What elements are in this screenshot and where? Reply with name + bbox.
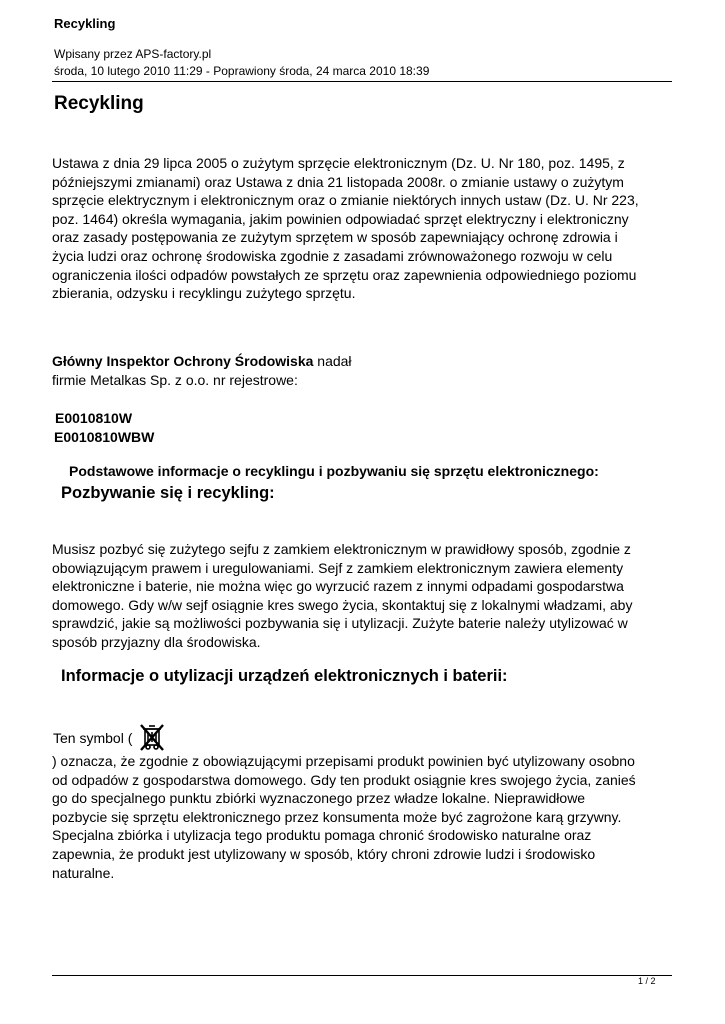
symbol-text-line: ) oznacza, że zgodnie z obowiązującymi przepisami produkt powinien być utylizowany osobno	[52, 753, 635, 769]
symbol-paragraph	[52, 752, 682, 882]
intro-line: Ustawa z dnia 29 lipca 2005 o zużytym sprzęcie elektronicznym (Dz. U. Nr 180, poz. 1495, z	[52, 155, 625, 171]
registration-code-1: E0010810W	[55, 410, 133, 426]
disposal-line: sprawdzić, jakie są możliwości pozbywania się i utylizacji. Zużyte baterie należy utylizować w	[52, 615, 628, 632]
crossed-out-wheelie-bin-icon	[138, 723, 166, 753]
intro-paragraph	[52, 154, 682, 303]
date-line: środa, 10 lutego 2010 11:29 - Poprawiony środa, 24 marca 2010 18:39	[54, 64, 430, 78]
header-title: Recykling	[54, 16, 116, 31]
symbol-text-line: go do specjalnego punktu zbiórki wyznaczonego przez władze lokalne. Nieprawidłowe	[52, 790, 586, 807]
symbol-text-line: od odpadów z gospodarstwa domowego. Gdy ten produkt osiągnie kres swojego życia, zanieś	[52, 771, 636, 788]
page-number: 1 / 2	[638, 976, 656, 986]
symbol-line	[53, 723, 166, 753]
symbol-text-line: naturalne.	[52, 864, 115, 881]
inspector-paragraph	[52, 352, 682, 389]
disposal-line: sposób przyjazny dla środowiska.	[52, 633, 261, 650]
intro-line: ograniczenia ilości odpadów powstałych ze sprzętu oraz zapewnienia odpowiedniego poziomu	[52, 266, 637, 283]
basic-info-heading: Podstawowe informacje o recyklingu i pozbywaniu się sprzętu elektronicznego:	[69, 463, 599, 479]
intro-line: życia ludzi oraz ochronę środowiska zgodnie z zasadami zrównoważonego rozwoju w celu	[52, 247, 613, 264]
intro-line: oraz zasady postępowania ze zużytym sprzętem w sposób zapewniający ochronę zdrowia i	[52, 229, 618, 246]
symbol-text-line: Specjalna zbiórka i utylizacja tego produktu pomaga chronić środowisko naturalne oraz	[52, 827, 592, 844]
intro-line: sprzęcie elektrycznym i elektronicznym oraz o zmianie niektórych innych ustaw (Dz. U. Nr 223,	[52, 192, 639, 209]
author-line: Wpisany przez APS-factory.pl	[54, 47, 212, 61]
disposal-line: domowego. Gdy w/w sejf osiągnie kres swego życia, skontaktuj się z lokalnymi władzami, aby	[52, 596, 633, 613]
registration-code-2: E0010810WBW	[54, 429, 155, 445]
disposal-line: elektroniczne i baterie, nie można więc go wyrzucić razem z innymi odpadami gospodarstwa	[52, 578, 624, 595]
inspector-company: firmie Metalkas Sp. z o.o. nr rejestrowe:	[52, 371, 298, 388]
disposal-paragraph	[52, 540, 682, 652]
utilization-heading: Informacje o utylizacji urządzeń elektronicznych i baterii:	[61, 667, 508, 685]
page-title: Recykling	[54, 93, 144, 114]
disposal-line: obowiązującym prawem i uregulowaniami. Sejf z zamkiem elektronicznym zawiera elementy	[52, 559, 624, 576]
inspector-name: Główny Inspektor Ochrony Środowiska	[52, 353, 314, 369]
header-meta	[54, 46, 429, 80]
disposal-heading: Pozbywanie się i recykling:	[61, 484, 275, 502]
intro-line: zbierania, odzysku i recyklingu zużytego sprzętu.	[52, 285, 356, 302]
intro-line: poz. 1464) określa wymagania, jakim powinien odpowiadać sprzęt elektryczny i elektroniczny	[52, 210, 629, 227]
symbol-text-line: pozbycie się sprzętu elektronicznego przez konsumenta może być zagrożone karą grzywny.	[52, 808, 622, 825]
inspector-verb: nadał	[313, 353, 352, 369]
footer-divider	[52, 975, 672, 976]
symbol-prefix: Ten symbol (	[53, 730, 133, 746]
disposal-line: Musisz pozbyć się zużytego sejfu z zamkiem elektronicznym w prawidłowy sposób, zgodnie z	[52, 541, 631, 557]
header-divider	[52, 81, 672, 82]
intro-line: późniejszymi zmianami) oraz Ustawa z dnia 21 listopada 2008r. o zmianie ustawy o zużytym	[52, 173, 624, 190]
symbol-text-line: zapewnia, że produkt jest utylizowany w sposób, który chroni zdrowie ludzi i środowisko	[52, 845, 596, 862]
